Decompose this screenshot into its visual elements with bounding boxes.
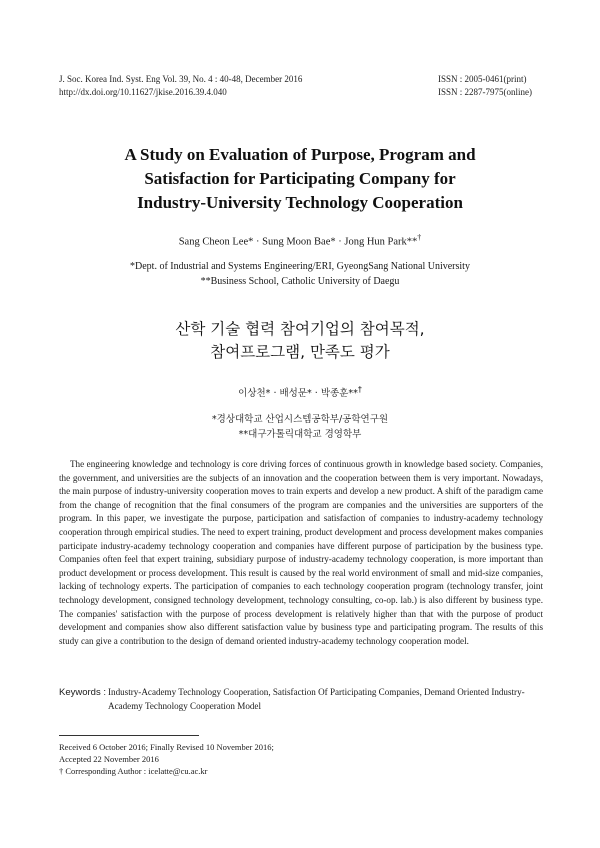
title-line-2: Satisfaction for Participating Company for: [144, 169, 456, 188]
doi-link[interactable]: http://dx.doi.org/10.11627/jkise.2016.39.4.040: [59, 87, 227, 97]
title-line-3: Industry-University Technology Cooperation: [137, 193, 463, 212]
korean-title: [40, 318, 560, 364]
author-names: Sang Cheon Lee* · Sung Moon Bae* · Jong Hun Park**: [178, 236, 418, 248]
received-date: Received 6 October 2016; Finally Revised 10 November 2016;: [59, 742, 274, 752]
issn-print: ISSN : 2005-0461(print): [438, 74, 527, 84]
korean-title-line-2: 참여프로그램, 만족도 평가: [210, 343, 390, 361]
korean-title-line-1: 산학 기술 협력 참여기업의 참여목적,: [175, 320, 425, 338]
korean-author-names: 이상천* · 배성문* · 박종훈**: [238, 388, 358, 400]
journal-header-right: [438, 73, 532, 99]
korean-author-list: [40, 383, 560, 400]
corresponding-email[interactable]: Corresponding Author : icelatte@cu.ac.kr: [63, 766, 208, 776]
accepted-date: Accepted 22 November 2016: [59, 754, 159, 764]
corresponding-author: [59, 765, 274, 777]
korean-corresponding-mark: †: [357, 385, 362, 394]
title-line-1: A Study on Evaluation of Purpose, Program and: [124, 145, 476, 164]
keywords-label: Keywords :: [59, 687, 106, 698]
footnotes: [59, 741, 274, 777]
journal-header-left: [59, 73, 302, 99]
paper-title: [40, 143, 560, 215]
corresponding-mark: †: [417, 233, 422, 242]
affiliations: [40, 260, 560, 289]
korean-affiliations: [40, 412, 560, 442]
korean-affiliation-2: **대구가톨릭대학교 경영학부: [238, 429, 362, 440]
abstract: [59, 458, 543, 648]
footnote-divider: [59, 735, 199, 736]
journal-citation: J. Soc. Korea Ind. Syst. Eng Vol. 39, No. 4 : 40-48, December 2016: [59, 74, 303, 84]
abstract-text: The engineering knowledge and technology is core driving forces of continuous growth in knowledge based society. Companies, the government, and universities are the subjects of an innovation and the cooperation between them is very important. Nowadays, the main purpose of industry-university cooperation moves to train experts and develop a new product. A shift of the paradigm came from the change of recognition that the final consumers of the program are companies and the universities are supporters of the program. In this paper, we investigate the purpose, participation and satisfaction of companies to industry-academy technology cooperation through empirical studies. The need to expert training, product development and process development makes companies participate industry-academy technology cooperation and companies have different purpose of participation by the business type. Companies often feel that expert training, subsidiary purpose of industry-academy technology cooperation, is more important than product development or process development. This result is caused by the real world environment of small and mid-size companies, lacking of technology experts. The participation of companies to each technology cooperation program (technology transfer, joint technology development, consigned technology development, technology consulting, co-op. lab.) is also different by business type. The companies' satisfaction with the purpose of process development is relatively higher than that with the purpose of product development and companies show also different satisfaction value by business type and participating program. The results of this study can give a contribution to the design of demand oriented industry-academy technology cooperation model.: [59, 459, 543, 646]
affiliation-2: **Business School, Catholic University of Daegu: [200, 275, 400, 287]
korean-affiliation-1: *경상대학교 산업시스템공학부/공학연구원: [211, 414, 389, 425]
keywords-text: Industry-Academy Technology Cooperation, Satisfaction Of Participating Companies, Demand Oriented Industry-Academy Technology Cooperation Model: [108, 687, 525, 711]
affiliation-1: *Dept. of Industrial and Systems Engineering/ERI, GyeongSang National University: [130, 261, 470, 272]
issn-online: ISSN : 2287-7975(online): [438, 87, 532, 97]
corresponding-dagger: †: [59, 766, 64, 776]
author-list: [40, 231, 560, 250]
